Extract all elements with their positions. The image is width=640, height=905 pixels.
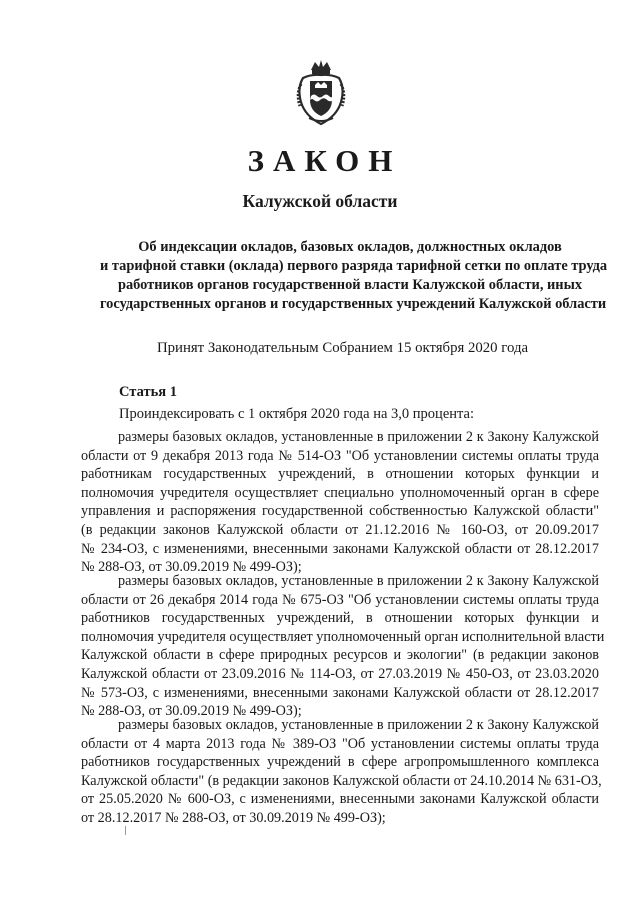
paragraph-line: Калужской области" (в редакции законов Калужской области от 24.10.2014 № 631-ОЗ, bbox=[81, 772, 602, 789]
paragraph-line: области от 9 декабря 2013 года № 514-ОЗ "Об установлении системы оплаты труда bbox=[81, 447, 599, 464]
law-title: ЗАКОН bbox=[247, 143, 402, 178]
law-name-line: Об индексации окладов, базовых окладов, должностных окладов bbox=[138, 239, 562, 255]
paragraph-line: № 288-ОЗ, от 30.09.2019 № 499-ОЗ); bbox=[81, 559, 302, 576]
paragraph-line: (в редакции законов Калужской области от 21.12.2016 № 160-ОЗ, от 20.09.2017 bbox=[81, 521, 599, 538]
paragraph-line: Калужской области от 23.09.2016 № 114-ОЗ, от 27.03.2019 № 450-ОЗ, от 23.03.2020 bbox=[81, 665, 599, 682]
paragraph-line: размеры базовых окладов, установленные в приложении 2 к Закону Калужской bbox=[118, 717, 599, 733]
paragraph-line: работников государственных учреждений в сфере агропромышленного комплекса bbox=[81, 754, 599, 771]
paragraph-line: работникам государственных учреждений, в отношении которых функции и bbox=[81, 466, 599, 483]
paragraph-line: от 28.12.2017 № 288-ОЗ, от 30.09.2019 № 499-ОЗ); bbox=[81, 809, 386, 826]
scan-mark bbox=[125, 826, 126, 835]
adoption-note: Принят Законодательным Собранием 15 октября 2020 года bbox=[156, 340, 529, 356]
article-intro: Проиндексировать с 1 октября 2020 года на 3,0 процента: bbox=[119, 406, 474, 422]
paragraph-line: размеры базовых окладов, установленные в приложении 2 к Закону Калужской bbox=[118, 429, 599, 445]
paragraph-line: управления и распоряжения государственной собственностью Калужской области" bbox=[81, 503, 599, 520]
law-name bbox=[100, 238, 608, 314]
law-name-line: работников органов государственной власти Калужской области, иных bbox=[117, 277, 583, 293]
article-paragraph bbox=[81, 572, 605, 721]
article-paragraph bbox=[81, 716, 602, 828]
article-paragraph bbox=[81, 428, 599, 577]
paragraph-line: области от 4 марта 2013 года № 389-ОЗ "Об установлении системы оплаты труда bbox=[81, 735, 599, 752]
paragraph-line: размеры базовых окладов, установленные в приложении 2 к Закону Калужской bbox=[118, 573, 599, 589]
paragraph-line: Калужской области в сфере природных ресурсов и экологии" (в редакции законов bbox=[81, 647, 599, 664]
law-region: Калужской области bbox=[242, 191, 398, 211]
paragraph-line: № 288-ОЗ, от 30.09.2019 № 499-ОЗ); bbox=[81, 703, 302, 720]
law-name-line: государственных органов и государственных учреждений Калужской области bbox=[100, 296, 607, 312]
paragraph-line: работников государственных учреждений, в отношении которых функции и bbox=[81, 610, 599, 627]
law-name-line: и тарифной ставки (оклада) первого разряда тарифной сетки по оплате труда bbox=[100, 258, 608, 274]
paragraph-line: полномочия учредителя осуществляет уполномоченный орган исполнительной власти bbox=[81, 628, 605, 645]
paragraph-line: от 25.05.2020 № 600-ОЗ, с изменениями, внесенными законами Калужской области bbox=[81, 791, 599, 808]
paragraph-line: № 234-ОЗ, с изменениями, внесенными законами Калужской области от 28.12.2017 bbox=[81, 540, 599, 557]
article-heading: Статья 1 bbox=[119, 384, 177, 400]
paragraph-line: № 573-ОЗ, с изменениями, внесенными законами Калужской области от 28.12.2017 bbox=[81, 684, 599, 701]
paragraph-line: области от 26 декабря 2014 года № 675-ОЗ "Об установлении системы оплаты труда bbox=[81, 591, 599, 608]
coat-of-arms-icon bbox=[295, 58, 347, 128]
paragraph-line: полномочия учредителя осуществляет специально уполномоченный орган в сфере bbox=[81, 484, 599, 501]
